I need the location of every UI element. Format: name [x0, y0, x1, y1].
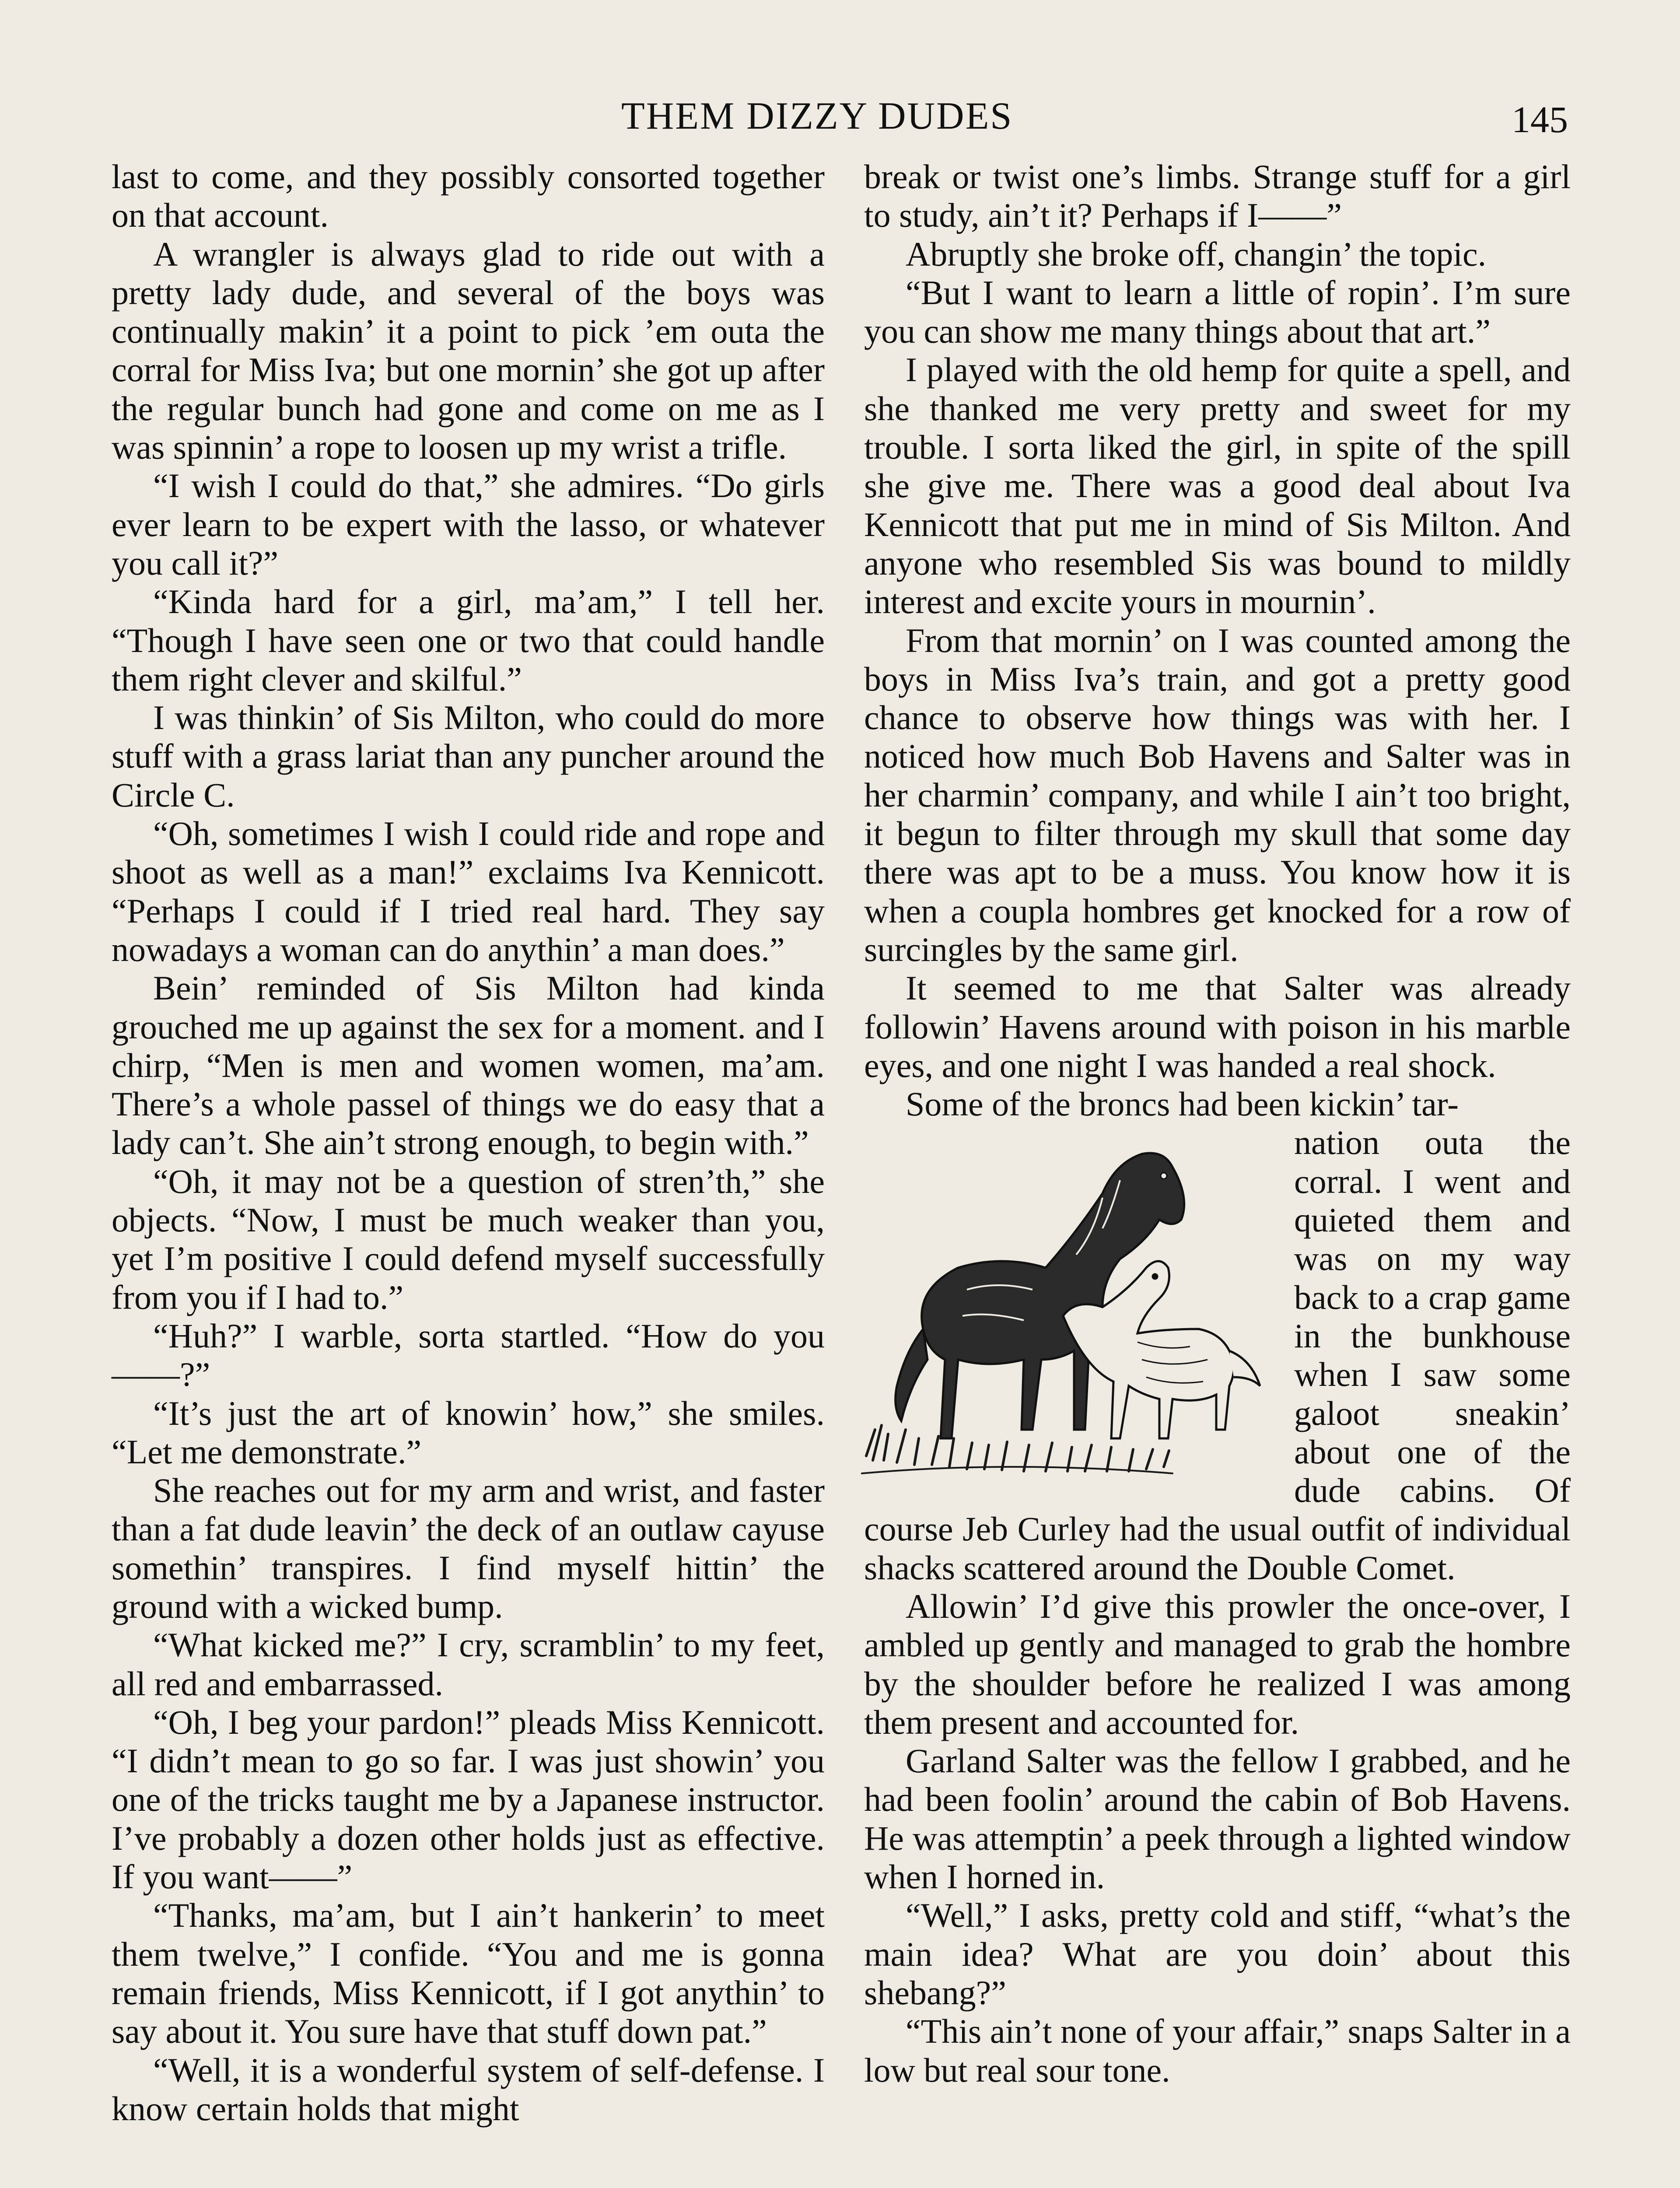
- paragraph: Garland Salter was the fellow I grabbed, and he had been foolin’ around the cabin of Bob Havens. He was attemptin’ a peek through a lighted window when I horned in.: [864, 1742, 1571, 1896]
- paragraph: I was thinkin’ of Sis Milton, who could do more stuff with a grass lariat than any puncher around the Circle C.: [112, 698, 825, 814]
- horse-illustration: [858, 1123, 1286, 1482]
- paragraph: “This ain’t none of your affair,” snaps Salter in a low but real sour tone.: [864, 2012, 1571, 2089]
- paragraph: “Well, it is a wonderful system of self-defense. I know certain holds that might: [112, 2051, 825, 2128]
- paragraph: break or twist one’s limbs. Strange stuff for a girl to study, ain’t it? Perhaps if I——”: [864, 158, 1571, 235]
- page-number: 145: [1512, 98, 1568, 140]
- paragraph: “What kicked me?” I cry, scramblin’ to my feet, all red and embarrassed.: [112, 1626, 825, 1703]
- right-column: [864, 158, 1571, 2090]
- running-head: [0, 94, 1680, 142]
- paragraph: I played with the old hemp for quite a spell, and she thanked me very pretty and sweet for my trouble. I sorta liked the girl, in spite of the spill she give me. There was a good deal about Iva Kennicott that put me in mind of Sis Milton. And anyone who resembled Sis was bound to mildly interest and excite yours in mournin’.: [864, 351, 1571, 621]
- paragraph: “Kinda hard for a girl, ma’am,” I tell her. “Though I have seen one or two that could handle them right clever and skilful.”: [112, 582, 825, 698]
- horse-and-foal-sketch-icon: [858, 1123, 1286, 1482]
- paragraph: She reaches out for my arm and wrist, and faster than a fat dude leavin’ the deck of an outlaw cayuse somethin’ transpires. I find myself hittin’ the ground with a wicked bump.: [112, 1471, 825, 1625]
- paragraph: “Oh, it may not be a question of stren’th,” she objects. “Now, I must be much weaker than you, yet I’m positive I could defend myself successfully from you if I had to.”: [112, 1162, 825, 1316]
- paragraph: From that mornin’ on I was counted among the boys in Miss Iva’s train, and got a pretty good chance to observe how things was with her. I noticed how much Bob Havens and Salter was in her charmin’ company, and while I ain’t too bright, it begun to filter through my skull that some day there was apt to be a muss. You know how it is when a coupla hombres get knocked for a row of surcingles by the same girl.: [864, 621, 1571, 968]
- left-column: [112, 158, 825, 2128]
- paragraph: Allowin’ I’d give this prowler the once-over, I ambled up gently and managed to grab the hombre by the shoulder before he realized I was among them present and accounted for.: [864, 1587, 1571, 1741]
- paragraph: “Thanks, ma’am, but I ain’t hankerin’ to meet them twelve,” I confide. “You and me is gonna remain friends, Miss Kennicott, if I got anythin’ to say about it. You sure have that stuff down pat.”: [112, 1896, 825, 2051]
- paragraph: Some of the broncs had been kickin’ tar-: [906, 1085, 1459, 1123]
- paragraph: “Huh?” I warble, sorta startled. “How do you——?”: [112, 1316, 825, 1394]
- paragraph: “It’s just the art of knowin’ how,” she smiles. “Let me demonstrate.”: [112, 1394, 825, 1471]
- paragraph: A wrangler is always glad to ride out with a pretty lady dude, and several of the boys was continually makin’ it a point to pick ’em outa the corral for Miss Iva; but one mornin’ she got up after the regular bunch had gone and come on me as I was spinnin’ a rope to loosen up my wrist a trifle.: [112, 235, 825, 466]
- paragraph: “I wish I could do that,” she admires. “Do girls ever learn to be expert with the lasso, or whatever you call it?”: [112, 466, 825, 582]
- paragraph: last to come, and they possibly consorted together on that account.: [112, 158, 825, 235]
- paragraph: “Oh, sometimes I wish I could ride and rope and shoot as well as a man!” exclaims Iva Kennicott. “Perhaps I could if I tried real hard. They say nowadays a woman can do anythin’ a man does.”: [112, 814, 825, 968]
- paragraph: “Well,” I asks, pretty cold and stiff, “what’s the main idea? What are you doin’ about this shebang?”: [864, 1896, 1571, 2012]
- paragraph: nation outa the corral. I went and quieted them and was on my way back to a crap game in the bunkhouse when I saw some galoot sneakin’ about one of the dude cabins. Of course Jeb Curley had the usual outfit of individual shacks scattered around the Double Comet.: [864, 1123, 1571, 1587]
- paragraph: Abruptly she broke off, changin’ the topic.: [906, 235, 1487, 273]
- paragraph: “Oh, I beg your pardon!” pleads Miss Kennicott. “I didn’t mean to go so far. I was just showin’ you one of the tricks taught me by a Japanese instructor. I’ve probably a dozen other holds just as effective. If you want——”: [112, 1703, 825, 1896]
- paragraph: It seemed to me that Salter was already followin’ Havens around with poison in his marble eyes, and one night I was handed a real shock.: [864, 969, 1571, 1084]
- paragraph: “But I want to learn a little of ropin’. I’m sure you can show me many things about that art.”: [864, 273, 1571, 351]
- running-title: THEM DIZZY DUDES: [621, 95, 1013, 137]
- paragraph: Bein’ reminded of Sis Milton had kinda grouched me up against the sex for a moment. and I chirp, “Men is men and women women, ma’am. There’s a whole passel of things we do easy that a lady can’t. She ain’t strong enough, to begin with.”: [112, 969, 825, 1162]
